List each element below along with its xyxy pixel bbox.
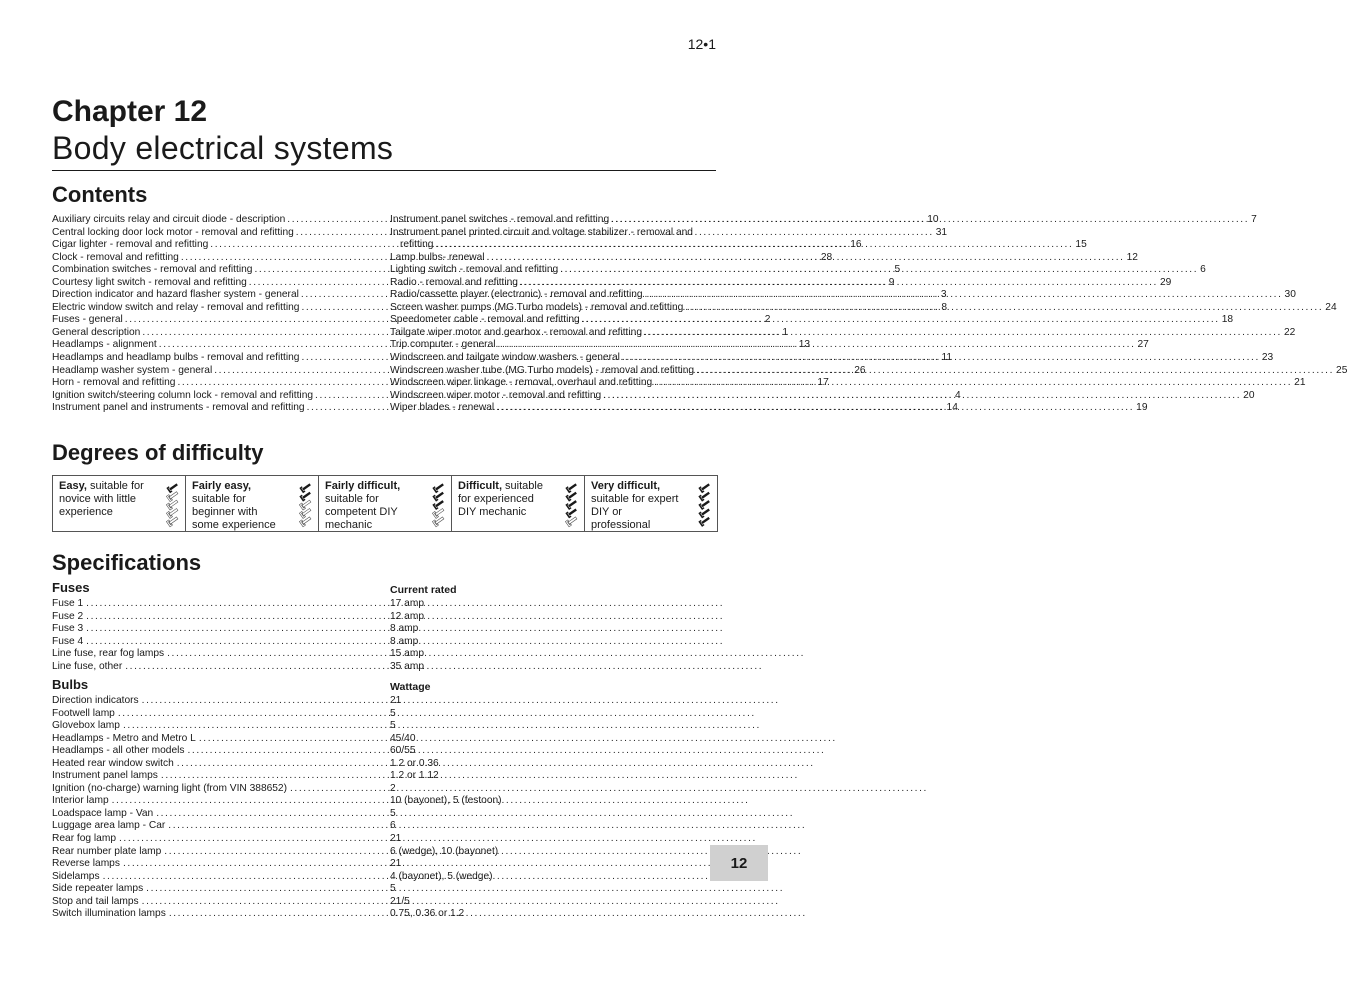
spanner-rating-icon	[166, 482, 180, 526]
difficulty-easy: Easy, suitable for novice with little experience	[53, 476, 186, 531]
table-row: Fuse 4 ..... 8 amp	[52, 636, 732, 649]
table-row: Footwell lamp ..... 5	[52, 708, 732, 721]
table-row: Instrument panel lamps ..... 1.2 or 1.12	[52, 770, 732, 783]
table-row: Fuse 2 ..... 12 amp	[52, 611, 732, 624]
spanner-rating-icon	[432, 482, 446, 526]
spanner-filled	[565, 507, 578, 519]
table-row: Luggage area lamp - Car ..... 6	[52, 820, 732, 833]
table-row: Fuse 3 ..... 8 amp	[52, 623, 732, 636]
spanner-filled	[565, 490, 578, 502]
page-number: 12•1	[687, 36, 716, 52]
spanner-rating-icon	[299, 482, 313, 526]
bulbs-title: Bulbs	[52, 677, 89, 692]
title-divider	[52, 170, 716, 171]
spanner-outline	[166, 498, 179, 510]
toc-entry[interactable]: Clock - removal and refitting ..... 28	[52, 252, 376, 265]
toc-entry[interactable]: Windscreen and tailgate window washers - general ..... 23	[390, 352, 714, 365]
spanner-outline	[299, 498, 312, 510]
toc-entry[interactable]: Lighting switch - removal and refitting ..... 6	[390, 264, 714, 277]
table-row: Stop and tail lamps ..... 21/5	[52, 896, 732, 909]
table-row: Direction indicators ..... 21	[52, 695, 732, 708]
table-row: Sidelamps ..... 4 (bayonet), 5 (wedge)	[52, 871, 732, 884]
toc-entry-multiline[interactable]: Instrument panel printed circuit and voltage stabilizer - removal and	[390, 226, 693, 238]
chapter-tab[interactable]: 12	[710, 845, 768, 881]
toc-entry[interactable]: Windscreen wiper motor - removal and refitting ..... 20	[390, 390, 714, 403]
spanner-outline	[299, 515, 312, 527]
fuses-column-header: Current rated	[390, 584, 457, 596]
toc-entry[interactable]: Wiper blades - renewal ..... 19	[390, 402, 714, 415]
spanner-outline	[166, 490, 179, 502]
toc-entry[interactable]: Headlamps - alignment ..... 13	[52, 339, 376, 352]
spanner-outline	[166, 515, 179, 527]
table-row: Side repeater lamps ..... 5	[52, 883, 732, 896]
toc-entry-continuation[interactable]: refitting ..... 15	[390, 239, 714, 252]
difficulty-legend	[52, 475, 718, 532]
table-row: Line fuse, other ..... 35 amp	[52, 661, 732, 674]
chapter-title: Chapter 12	[52, 95, 208, 128]
table-row: Heated rear window switch ..... 1.2 or 0.36	[52, 758, 732, 771]
spanner-filled	[565, 498, 578, 510]
bulbs-table	[52, 695, 732, 921]
spanner-filled	[432, 498, 445, 510]
table-row: Headlamps - Metro and Metro L ..... 45/40	[52, 733, 732, 746]
spanner-filled	[698, 515, 711, 527]
toc-entry[interactable]: Radio - removal and refitting ..... 29	[390, 277, 714, 290]
toc-entry[interactable]: Cigar lighter - removal and refitting ..... 16	[52, 239, 376, 252]
toc-entry[interactable]: Courtesy light switch - removal and refitting ..... 9	[52, 277, 376, 290]
toc-entry[interactable]: Speedometer cable - removal and refitting ..... 18	[390, 314, 714, 327]
difficulty-difficult: Difficult, suitable for experienced DIY mechanic	[452, 476, 585, 531]
spanner-filled	[299, 482, 312, 494]
table-row: Line fuse, rear fog lamps ..... 15 amp	[52, 648, 732, 661]
toc-entry[interactable]: Instrument panel switches - removal and refitting ..... 7	[390, 214, 714, 227]
table-row: Reverse lamps ..... 21	[52, 858, 732, 871]
difficulty-fairly-difficult: Fairly difficult, suitable for competent DIY mechanic	[319, 476, 452, 531]
table-row: Headlamps - all other models ..... 60/55	[52, 745, 732, 758]
spanner-filled	[698, 498, 711, 510]
toc-entry[interactable]: Central locking door lock motor - removal and refitting ..... 31	[52, 227, 376, 240]
spanner-rating-icon	[565, 482, 579, 526]
bulbs-column-header: Wattage	[390, 681, 431, 693]
difficulty-heading: Degrees of difficulty	[52, 440, 264, 465]
table-row: Ignition (no-charge) warning light (from VIN 388652) ..... 2	[52, 783, 732, 796]
toc-entry[interactable]: Trip computer - general ..... 27	[390, 339, 714, 352]
toc-entry[interactable]: Tailgate wiper motor and gearbox - removal and refitting ..... 22	[390, 327, 714, 340]
spanner-filled	[299, 490, 312, 502]
spanner-filled	[698, 490, 711, 502]
toc-entry[interactable]: Electric window switch and relay - removal and refitting ..... 8	[52, 302, 376, 315]
table-row: Switch illumination lamps ..... 0.75, 0.36 or 1.2	[52, 908, 732, 921]
fuses-table	[52, 598, 732, 673]
toc-entry[interactable]: Windscreen wiper linkage - removal, overhaul and refitting ..... 21	[390, 377, 714, 390]
spanner-outline	[432, 515, 445, 527]
table-row: Interior lamp ..... 10 (bayonet), 5 (festoon)	[52, 795, 732, 808]
specifications-heading: Specifications	[52, 550, 202, 575]
toc-entry[interactable]: Radio/cassette player (electronic) - removal and refitting ..... 30	[390, 289, 714, 302]
table-row: Rear fog lamp ..... 21	[52, 833, 732, 846]
contents-heading: Contents	[52, 182, 148, 207]
toc-entry[interactable]: Auxiliary circuits relay and circuit diode - description ..... 10	[52, 214, 376, 227]
toc-entry[interactable]: Direction indicator and hazard flasher system - general ..... 3	[52, 289, 376, 302]
difficulty-fairly-easy: Fairly easy, suitable for beginner with some experience	[186, 476, 319, 531]
toc-entry[interactable]: Combination switches - removal and refitting ..... 5	[52, 264, 376, 277]
spanner-filled	[432, 482, 445, 494]
spanner-outline	[166, 507, 179, 519]
table-row: Fuse 1 ..... 17 amp	[52, 598, 732, 611]
chapter-subtitle: Body electrical systems	[52, 130, 394, 166]
toc-entry[interactable]: Headlamp washer system - general ..... 26	[52, 365, 376, 378]
spanner-outline	[299, 507, 312, 519]
toc-entry[interactable]: Instrument panel and instruments - removal and refitting ..... 14	[52, 402, 376, 415]
spanner-filled	[698, 507, 711, 519]
toc-entry[interactable]: Fuses - general ..... 2	[52, 314, 376, 327]
spanner-filled	[432, 490, 445, 502]
fuses-title: Fuses	[52, 580, 90, 595]
toc-entry[interactable]: Headlamps and headlamp bulbs - removal and refitting ..... 11	[52, 352, 376, 365]
toc-entry[interactable]: General description ..... 1	[52, 327, 376, 340]
toc-entry[interactable]: Windscreen washer tube (MG Turbo models) - removal and refitting ..... 25	[390, 365, 714, 378]
spanner-filled	[166, 482, 179, 494]
toc-entry[interactable]: Ignition switch/steering column lock - removal and refitting ..... 4	[52, 390, 376, 403]
toc-entry[interactable]: Screen washer pumps (MG Turbo models) - removal and refitting ..... 24	[390, 302, 714, 315]
spanner-rating-icon	[698, 482, 712, 526]
toc-entry[interactable]: Horn - removal and refitting ..... 17	[52, 377, 376, 390]
toc-entry[interactable]: Lamp bulbs- renewal ..... 12	[390, 252, 714, 265]
spanner-filled	[698, 482, 711, 494]
spanner-outline	[565, 515, 578, 527]
table-row: Rear number plate lamp ..... 6 (wedge), 10 (bayonet)	[52, 846, 732, 859]
spanner-filled	[565, 482, 578, 494]
difficulty-very-difficult: Very difficult, suitable for expert DIY or professional	[585, 476, 717, 531]
table-row: Loadspace lamp - Van ..... 5	[52, 808, 732, 821]
spanner-outline	[432, 507, 445, 519]
table-row: Glovebox lamp ..... 5	[52, 720, 732, 733]
